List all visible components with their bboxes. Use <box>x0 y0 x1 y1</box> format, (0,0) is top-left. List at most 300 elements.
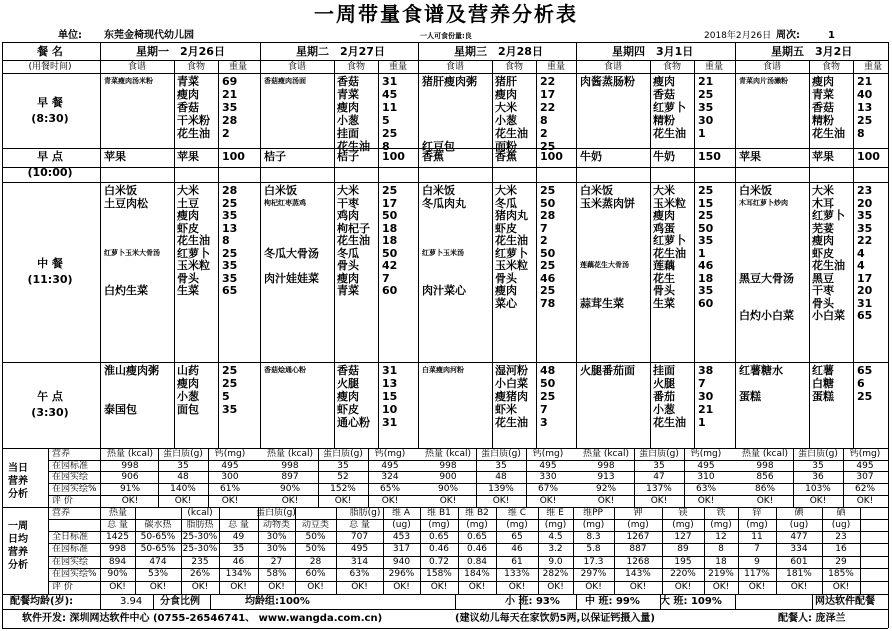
daily-value: 140% <box>170 484 196 494</box>
daily-col-header: 钙(mg) <box>532 449 564 459</box>
daily-value: 998 <box>597 461 615 471</box>
food-weight: 8 <box>222 234 230 247</box>
daily-col-header: 钙(mg) <box>214 449 246 459</box>
food-name: 面粉 <box>495 140 517 153</box>
grid-line <box>135 507 136 594</box>
food-weight: 25 <box>382 127 398 140</box>
dish-name: 青菜肉片汤濑粉 <box>739 77 788 85</box>
weekly-value: 0.84 <box>466 557 488 567</box>
weekly-group-header: 硒 <box>836 508 846 518</box>
grid-line <box>260 42 261 448</box>
weekly-value: 61 <box>511 557 523 567</box>
grid-line <box>538 507 539 594</box>
daily-value: 495 <box>381 461 399 471</box>
food-name: 木耳 <box>812 196 834 210</box>
grid-line <box>48 507 49 594</box>
weekly-value: OK! <box>268 582 285 592</box>
weekly-value: 12 <box>715 532 727 542</box>
daily-row-label: 在园标准 <box>52 461 89 471</box>
daily-value: OK! <box>809 496 827 506</box>
food-weight: 65 <box>857 309 873 322</box>
weekly-sub-header: 碳水热 <box>144 520 172 530</box>
daily-col-header: 蛋白质(g) <box>323 449 363 459</box>
grid-line <box>455 594 456 609</box>
weekly-value: OK! <box>832 582 850 592</box>
grid-line <box>2 362 888 363</box>
meal-time-label: (用餐时间) <box>28 62 72 72</box>
meal-time: (11:30) <box>27 273 73 286</box>
grid-line <box>853 60 854 448</box>
daily-value: 90% <box>437 484 459 494</box>
food-weight: 5 <box>382 114 390 127</box>
weekly-group-header: 维 B2 <box>465 508 489 518</box>
grid-line <box>418 42 419 448</box>
daily-value: 310 <box>697 472 715 482</box>
weekly-value: 89 <box>677 544 689 554</box>
daily-value: OK! <box>650 496 668 506</box>
daily-row-label: 在园实绘% <box>52 484 97 494</box>
daily-value: 495 <box>856 461 874 471</box>
dish-name: 白灼小白菜 <box>739 309 794 322</box>
meal-time: (3:30) <box>31 406 69 419</box>
food-weight: 60 <box>382 284 398 297</box>
dish-name: 土豆肉松 <box>104 196 148 210</box>
food-weight: 28 <box>222 184 238 197</box>
daily-value: OK! <box>174 496 192 506</box>
food-weight: 25 <box>540 390 556 403</box>
day-name: 星期五 <box>771 45 804 58</box>
grid-line <box>174 60 175 448</box>
weekly-value: 127 <box>674 532 692 542</box>
weekly-value: OK! <box>585 582 602 592</box>
weekly-value: 0.65 <box>428 532 450 542</box>
food-name: 大米 <box>812 184 834 197</box>
food-name: 骨头 <box>337 259 359 272</box>
meal-name: 早 餐 <box>37 95 63 109</box>
food-weight: 31 <box>382 75 398 88</box>
grid-line <box>576 594 577 609</box>
daily-value: 103% <box>805 484 831 494</box>
food-weight: 48 <box>540 364 556 377</box>
weekly-value: 887 <box>629 544 647 554</box>
weekly-row-label: 在园实绘% <box>52 569 97 579</box>
daily-col-header: 热量 (kcal) <box>582 449 630 459</box>
food-name: 精粉 <box>653 114 675 127</box>
unit-name: 东莞金椅现代幼儿园 <box>104 30 194 41</box>
food-name: 枸杞子 <box>337 221 370 235</box>
column-header: 食谱 <box>762 62 782 72</box>
weekly-value: 29 <box>835 557 847 567</box>
food-name: 花生油 <box>495 234 528 247</box>
food-weight: 50 <box>382 246 398 260</box>
food-name: 虾皮 <box>337 403 359 416</box>
weekly-sub-header: (mg) <box>466 520 488 530</box>
daily-value: 47 <box>653 472 665 482</box>
daily-value: 86% <box>754 484 776 494</box>
weekly-sub-header: (mg) <box>506 520 528 530</box>
food-weight: 46 <box>540 271 556 285</box>
food-weight: 69 <box>222 75 238 88</box>
food-name: 小葱 <box>653 403 675 416</box>
food-name: 香菇 <box>812 101 834 114</box>
food-weight: 100 <box>222 150 245 163</box>
weekly-value: 8.3 <box>586 532 601 542</box>
day-name: 星期三 <box>454 45 487 58</box>
food-name: 玉米粒 <box>495 259 528 272</box>
food-weight: 7 <box>540 221 548 235</box>
daily-value: OK! <box>381 496 399 506</box>
weekly-group-header: 脂肪(g) <box>349 508 381 518</box>
weekly-value: 65 <box>511 532 523 542</box>
weekly-value: 0.65 <box>466 532 488 542</box>
weekly-value: 0.72 <box>428 557 450 567</box>
daily-value: 62% <box>854 484 876 494</box>
weekly-value: 296% <box>388 569 415 579</box>
daily-value: OK! <box>697 496 715 506</box>
food-weight: 2 <box>540 234 548 247</box>
grid-line <box>793 448 794 507</box>
food-name: 红萝卜 <box>653 101 686 114</box>
food-weight: 7 <box>698 377 706 390</box>
meal-name: 早 点 <box>37 150 63 163</box>
weekly-value: 11 <box>751 532 763 542</box>
food-weight: 25 <box>540 140 556 153</box>
weekly-value: 1425 <box>106 532 129 542</box>
weekly-sub-header: 总 量 <box>107 520 128 530</box>
grid-line <box>383 507 384 594</box>
food-name: 花生油 <box>337 140 370 153</box>
weekly-value: 601 <box>790 557 808 567</box>
weekly-sub-header: 脂肪热 <box>186 520 214 530</box>
food-name: 牛奶 <box>653 150 675 163</box>
weekly-value: OK! <box>468 582 486 592</box>
weekly-value: 334 <box>790 544 808 554</box>
daily-value: 35 <box>177 461 189 471</box>
food-weight: 7 <box>382 271 390 285</box>
grid-line <box>738 507 739 594</box>
daily-value: 137% <box>646 484 672 494</box>
daily-value: OK! <box>756 496 774 506</box>
daily-value: OK! <box>597 496 615 506</box>
weekly-value: OK! <box>629 582 647 592</box>
day-date: 2月28日 <box>498 45 543 58</box>
food-name: 瘦猪肉 <box>495 390 528 403</box>
daily-value: 48 <box>177 472 189 482</box>
big-class: 大 班: 109% <box>660 596 722 607</box>
dish-name: 红薯糖水 <box>739 364 783 377</box>
grid-line <box>378 60 379 448</box>
food-name: 湿河粉 <box>495 364 528 377</box>
food-weight: 8 <box>382 140 390 153</box>
daily-value: 67% <box>537 484 559 494</box>
weekly-value: 143% <box>625 569 651 579</box>
weekly-value: 46 <box>511 544 523 554</box>
food-weight: 21 <box>222 88 238 101</box>
dish-name: 火腿番茄面 <box>580 364 635 377</box>
food-weight: 100 <box>540 150 563 163</box>
dish-name: 牛奶 <box>580 150 602 163</box>
food-weight: 50 <box>382 209 398 222</box>
food-name: 花生油 <box>812 127 845 140</box>
weekly-value: OK! <box>790 582 808 592</box>
food-weight: 1 <box>698 246 706 260</box>
food-weight: 2 <box>222 127 230 140</box>
daily-value: 906 <box>121 472 139 482</box>
grid-line <box>2 60 888 61</box>
food-weight: 30 <box>698 390 714 403</box>
food-name: 干枣 <box>337 196 359 210</box>
food-name: 猪肉丸 <box>495 209 528 222</box>
weekly-value: 60% <box>305 569 326 579</box>
food-name: 桔子 <box>337 150 359 163</box>
page-title: 一周带量食谱及营养分析表 <box>314 2 578 26</box>
food-weight: 31 <box>382 416 398 429</box>
dish-name: 猪肝瘦肉粥 <box>422 75 477 88</box>
grid-line <box>684 448 685 507</box>
daily-value: 65% <box>379 484 401 494</box>
daily-value: 90% <box>279 484 301 494</box>
food-weight: 6 <box>857 377 865 390</box>
brand-label: 网达软件配餐 <box>815 596 875 607</box>
food-weight: 1 <box>698 416 706 429</box>
weekly-sub-header: (mg) <box>428 520 450 530</box>
food-name: 红萝卜 <box>653 234 686 247</box>
food-weight: 13 <box>222 221 238 235</box>
food-name: 花生油 <box>177 234 210 247</box>
weekly-sub-header: 动豆类 <box>301 520 330 530</box>
food-weight: 25 <box>857 114 873 127</box>
food-weight: 25 <box>698 209 714 222</box>
weekly-value: OK! <box>430 582 448 592</box>
dish-name: 肉汁菜心 <box>422 284 466 297</box>
food-weight: 40 <box>857 88 873 101</box>
food-weight: 7 <box>540 403 548 416</box>
daily-analysis-label: 当日营养分析 <box>8 463 28 500</box>
dish-name: 冬瓜肉丸 <box>422 196 466 210</box>
column-header: 重量 <box>704 62 724 72</box>
weekly-value: OK! <box>191 582 209 592</box>
weekly-value: OK! <box>748 582 766 592</box>
daily-value: 92% <box>595 484 617 494</box>
meal-column-label: 餐 名 <box>37 45 63 58</box>
weekly-value: OK! <box>230 582 247 592</box>
grid-line <box>614 507 615 594</box>
food-weight: 35 <box>698 284 714 297</box>
dish-name: 苹果 <box>104 150 126 163</box>
grid-line <box>694 60 695 448</box>
weekly-group-header: 热量 <box>108 508 128 518</box>
food-name: 红萝卜 <box>495 246 528 260</box>
daily-value: 152% <box>330 484 356 494</box>
dish-name: 白米饭 <box>264 184 297 197</box>
daily-value: 324 <box>381 472 399 482</box>
food-name: 挂面 <box>653 364 675 377</box>
weekly-value: 940 <box>392 557 411 567</box>
age-value: 3.94 <box>120 596 143 607</box>
food-weight: 65 <box>857 364 873 377</box>
weekly-analysis-label: 一周日均营养分析 <box>8 521 28 571</box>
grid-line <box>100 448 101 507</box>
middle-class: 中 班: 99% <box>585 596 640 607</box>
weekly-group-header: 维 C <box>507 508 527 518</box>
grid-line <box>2 609 888 610</box>
weekly-value: 25-30% <box>182 544 218 554</box>
grid-line <box>48 448 49 507</box>
food-name: 小白菜 <box>495 377 528 390</box>
food-weight: 100 <box>857 150 880 163</box>
dish-name: 木耳红萝卜炒肉 <box>739 198 788 207</box>
food-name: 香菇 <box>337 364 359 377</box>
weekly-value: 220% <box>670 569 696 579</box>
weekly-row-label: 评 价 <box>52 582 73 592</box>
food-name: 大米 <box>495 184 517 197</box>
grid-line <box>158 448 159 507</box>
grid-line <box>334 60 335 448</box>
grid-line <box>812 594 813 609</box>
weekly-value: 35 <box>232 544 245 554</box>
dish-name: 白菜瘦肉河粉 <box>422 366 464 374</box>
grid-line <box>100 507 101 594</box>
food-name: 生菜 <box>177 284 199 297</box>
daily-value: 63% <box>695 484 717 494</box>
weekly-value: 474 <box>149 557 167 567</box>
weekly-group-header: 维 A <box>391 508 411 518</box>
food-weight: 17 <box>540 88 556 101</box>
food-weight: 11 <box>382 101 398 114</box>
weekly-group-header: 镁 <box>678 508 688 518</box>
food-weight: 25 <box>222 364 238 377</box>
food-name: 香菇 <box>177 101 199 114</box>
food-name: 花生油 <box>812 259 845 272</box>
weekly-value: OK! <box>109 582 126 592</box>
dish-name: 蒜茸生菜 <box>580 296 624 310</box>
grid-line <box>650 60 651 448</box>
daily-value: 36 <box>812 472 824 482</box>
day-date: 3月1日 <box>656 45 694 58</box>
weekly-value: 707 <box>350 532 369 542</box>
food-name: 骨头 <box>495 271 517 285</box>
weekly-value: 28 <box>309 557 322 567</box>
daily-value: OK! <box>221 496 239 506</box>
day-name: 星期二 <box>296 45 329 58</box>
food-weight: 25 <box>857 390 873 403</box>
weekly-sub-header: (mg) <box>746 520 768 530</box>
food-name: 山药 <box>177 364 199 377</box>
weekly-sub-header: (mg) <box>710 520 732 530</box>
weekly-value: 317 <box>392 544 411 554</box>
weekly-value: 4.5 <box>548 532 563 542</box>
daily-col-header: 蛋白质(g) <box>798 449 838 459</box>
food-name: 玉米粒 <box>653 196 686 210</box>
food-weight: 15 <box>698 196 714 210</box>
weekly-value: 0.46 <box>466 544 488 554</box>
daily-col-header: 热量 (kcal) <box>741 449 789 459</box>
daily-value: 913 <box>597 472 615 482</box>
daily-col-header: 热量 (kcal) <box>424 449 472 459</box>
dish-name: 肉酱蒸肠粉 <box>580 75 635 88</box>
weekly-value: 998 <box>108 544 127 554</box>
food-name: 大米 <box>177 184 199 197</box>
grid-line <box>476 448 477 507</box>
dish-name: 香菇烩通心粉 <box>264 366 306 374</box>
food-weight: 13 <box>382 377 398 390</box>
weekly-value: 17.3 <box>583 557 604 567</box>
food-name: 冬瓜 <box>495 196 517 210</box>
daily-value: OK! <box>539 496 557 506</box>
grid-line <box>100 42 101 448</box>
food-name: 番茄 <box>653 390 675 403</box>
food-name: 黑豆 <box>812 271 834 285</box>
weekly-value: 1268 <box>626 557 650 567</box>
dish-name: 黑豆大骨汤 <box>739 271 794 285</box>
food-name: 青菜 <box>177 75 199 88</box>
food-name: 瘦肉 <box>177 209 199 222</box>
food-weight: 13 <box>857 101 873 114</box>
daily-value: OK! <box>281 496 299 506</box>
daily-value: 900 <box>439 472 457 482</box>
weekly-value: 297% <box>580 569 607 579</box>
grid-line <box>318 448 319 507</box>
food-weight: 25 <box>222 377 238 390</box>
food-name: 花生油 <box>337 234 370 247</box>
food-weight: 28 <box>222 114 238 127</box>
food-weight: 18 <box>698 271 714 285</box>
grid-line <box>662 507 663 594</box>
weekly-row-label: 营养 <box>52 508 71 518</box>
weekly-value: 16 <box>835 544 847 554</box>
food-name: 青菜 <box>337 284 359 297</box>
daily-row-label: 在园实绘 <box>52 472 89 482</box>
food-weight: 1 <box>698 127 706 140</box>
food-name: 大米 <box>337 184 359 197</box>
weekly-value: 133% <box>504 569 530 579</box>
food-name: 瘦肉 <box>653 209 675 222</box>
dish-name: 白米饭 <box>739 184 772 197</box>
food-name: 香蕉 <box>495 150 517 163</box>
food-weight: 22 <box>857 234 873 247</box>
daily-value: 35 <box>812 461 824 471</box>
food-weight: 15 <box>382 390 398 403</box>
food-name: 花生 <box>653 271 675 285</box>
food-name: 红萝卜 <box>177 246 210 260</box>
dish-name: 白米饭 <box>104 184 137 197</box>
dish-name: 红豆包 <box>422 140 455 153</box>
food-name: 白糖 <box>812 377 834 390</box>
food-name: 瘦肉 <box>177 377 199 390</box>
weekly-value: 30% <box>266 544 287 554</box>
unit-label: 单位: <box>58 30 82 41</box>
food-weight: 2 <box>540 127 548 140</box>
dish-name: 白米饭 <box>580 184 613 197</box>
food-weight: 20 <box>857 196 873 210</box>
food-weight: 35 <box>222 403 238 416</box>
dish-name: 青菜瘦肉汤米粉 <box>104 77 153 85</box>
ratio-label: 分食比例 <box>160 596 200 607</box>
weekly-value: 49 <box>232 532 245 542</box>
advice-text: (建议幼儿每天在家饮奶5两,以保证钙摄入量) <box>455 613 655 624</box>
week-label: 周次: <box>776 30 800 41</box>
dish-name: 泰国包 <box>104 403 137 416</box>
daily-value: 998 <box>756 461 774 471</box>
weekly-value: 184% <box>464 569 490 579</box>
dish-name: 香蕉 <box>422 150 444 163</box>
food-weight: 65 <box>222 284 238 297</box>
daily-value: 300 <box>221 472 239 482</box>
food-weight: 60 <box>698 296 714 310</box>
food-weight: 35 <box>698 234 714 247</box>
meal-time: (10:00) <box>27 166 73 179</box>
weekly-value: 477 <box>790 532 808 542</box>
